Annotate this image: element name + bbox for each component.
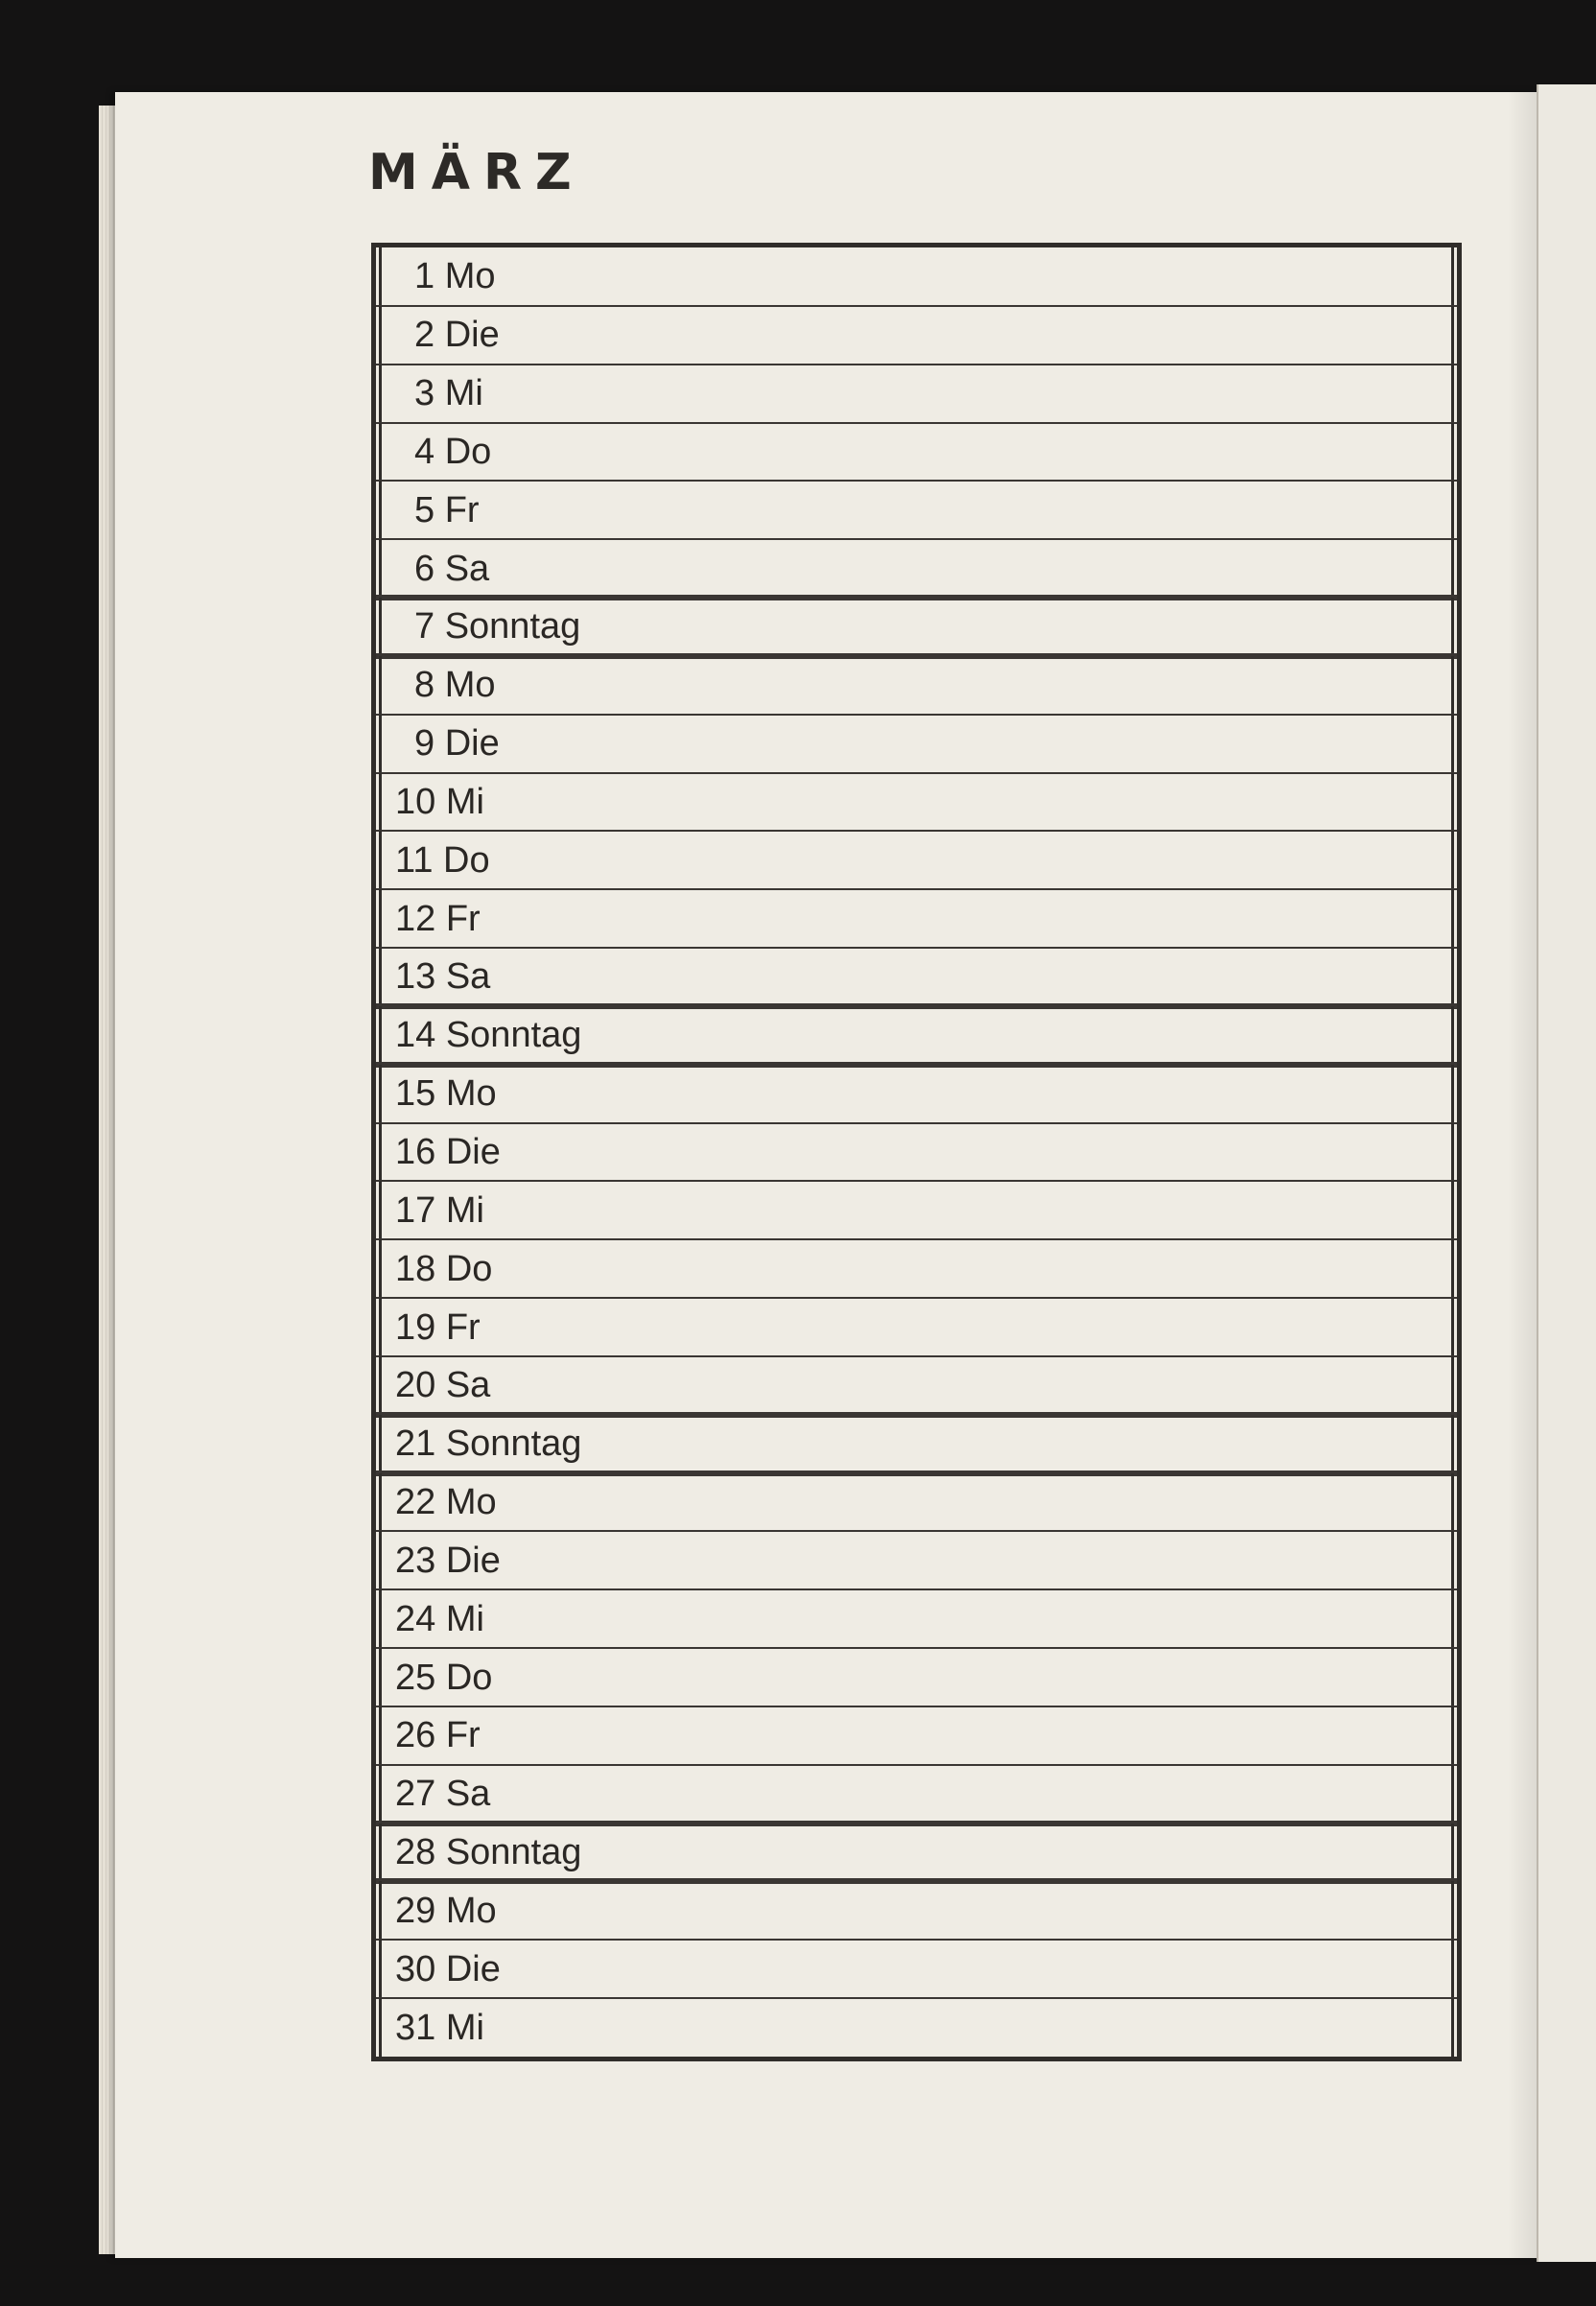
day-label: 11 Do — [395, 839, 490, 881]
day-row[interactable] — [379, 1181, 1454, 1239]
day-row[interactable] — [379, 1881, 1454, 1940]
day-row[interactable] — [379, 1998, 1454, 2057]
sunday-row[interactable] — [379, 1006, 1454, 1065]
day-label: 6 Sa — [414, 548, 490, 589]
day-label: 3 Mi — [414, 373, 483, 414]
day-row[interactable] — [379, 1589, 1454, 1648]
day-row[interactable] — [379, 1298, 1454, 1356]
day-label: 18 Do — [395, 1248, 493, 1289]
sunday-row[interactable] — [379, 1824, 1454, 1882]
month-title: MÄRZ — [368, 144, 585, 201]
day-row[interactable] — [379, 365, 1454, 423]
day-row[interactable] — [379, 306, 1454, 365]
day-label: 1 Mo — [414, 256, 496, 297]
day-label: 4 Do — [414, 431, 492, 472]
facing-page-edge — [1537, 84, 1596, 2262]
sunday-row[interactable] — [379, 1415, 1454, 1473]
day-label: 16 Die — [395, 1131, 501, 1172]
day-label: 29 Mo — [395, 1890, 497, 1931]
sunday-row[interactable] — [379, 598, 1454, 656]
day-label: 12 Fr — [395, 898, 481, 939]
day-row[interactable] — [379, 773, 1454, 832]
day-label: 23 Die — [395, 1540, 501, 1581]
day-row[interactable] — [379, 715, 1454, 773]
day-label: 2 Die — [414, 315, 500, 356]
day-row[interactable] — [379, 1648, 1454, 1706]
day-label: 5 Fr — [414, 489, 480, 530]
day-label: 19 Fr — [395, 1306, 481, 1348]
day-row[interactable] — [379, 1065, 1454, 1123]
day-label: 8 Mo — [414, 665, 496, 706]
day-row[interactable] — [379, 948, 1454, 1006]
day-label: 27 Sa — [395, 1774, 491, 1815]
day-row[interactable] — [379, 247, 1454, 306]
day-row[interactable] — [379, 1123, 1454, 1182]
day-row[interactable] — [379, 1531, 1454, 1589]
day-row[interactable] — [379, 481, 1454, 539]
day-row[interactable] — [379, 1356, 1454, 1415]
day-label: 15 Mo — [395, 1073, 497, 1115]
day-label: 25 Do — [395, 1657, 493, 1698]
day-row[interactable] — [379, 889, 1454, 948]
day-label: 9 Die — [414, 723, 500, 765]
day-row[interactable] — [379, 1706, 1454, 1765]
day-label: 21 Sonntag — [395, 1424, 582, 1465]
day-row[interactable] — [379, 831, 1454, 889]
day-label: 24 Mi — [395, 1598, 484, 1639]
day-label: 30 Die — [395, 1948, 501, 1989]
day-label: 31 Mi — [395, 2007, 484, 2048]
day-label: 17 Mi — [395, 1189, 484, 1231]
day-row[interactable] — [379, 423, 1454, 482]
day-row[interactable] — [379, 1940, 1454, 1998]
day-row[interactable] — [379, 1239, 1454, 1298]
day-row[interactable] — [379, 1473, 1454, 1532]
day-label: 20 Sa — [395, 1365, 491, 1406]
day-row[interactable] — [379, 539, 1454, 598]
day-row[interactable] — [379, 656, 1454, 715]
day-row[interactable] — [379, 1765, 1454, 1824]
day-label: 13 Sa — [395, 956, 491, 998]
day-label: 7 Sonntag — [414, 606, 581, 647]
day-label: 22 Mo — [395, 1482, 497, 1523]
day-label: 14 Sonntag — [395, 1015, 582, 1056]
day-label: 28 Sonntag — [395, 1832, 582, 1873]
day-label: 26 Fr — [395, 1715, 481, 1756]
day-label: 10 Mi — [395, 781, 484, 822]
calendar-grid — [371, 243, 1462, 2061]
